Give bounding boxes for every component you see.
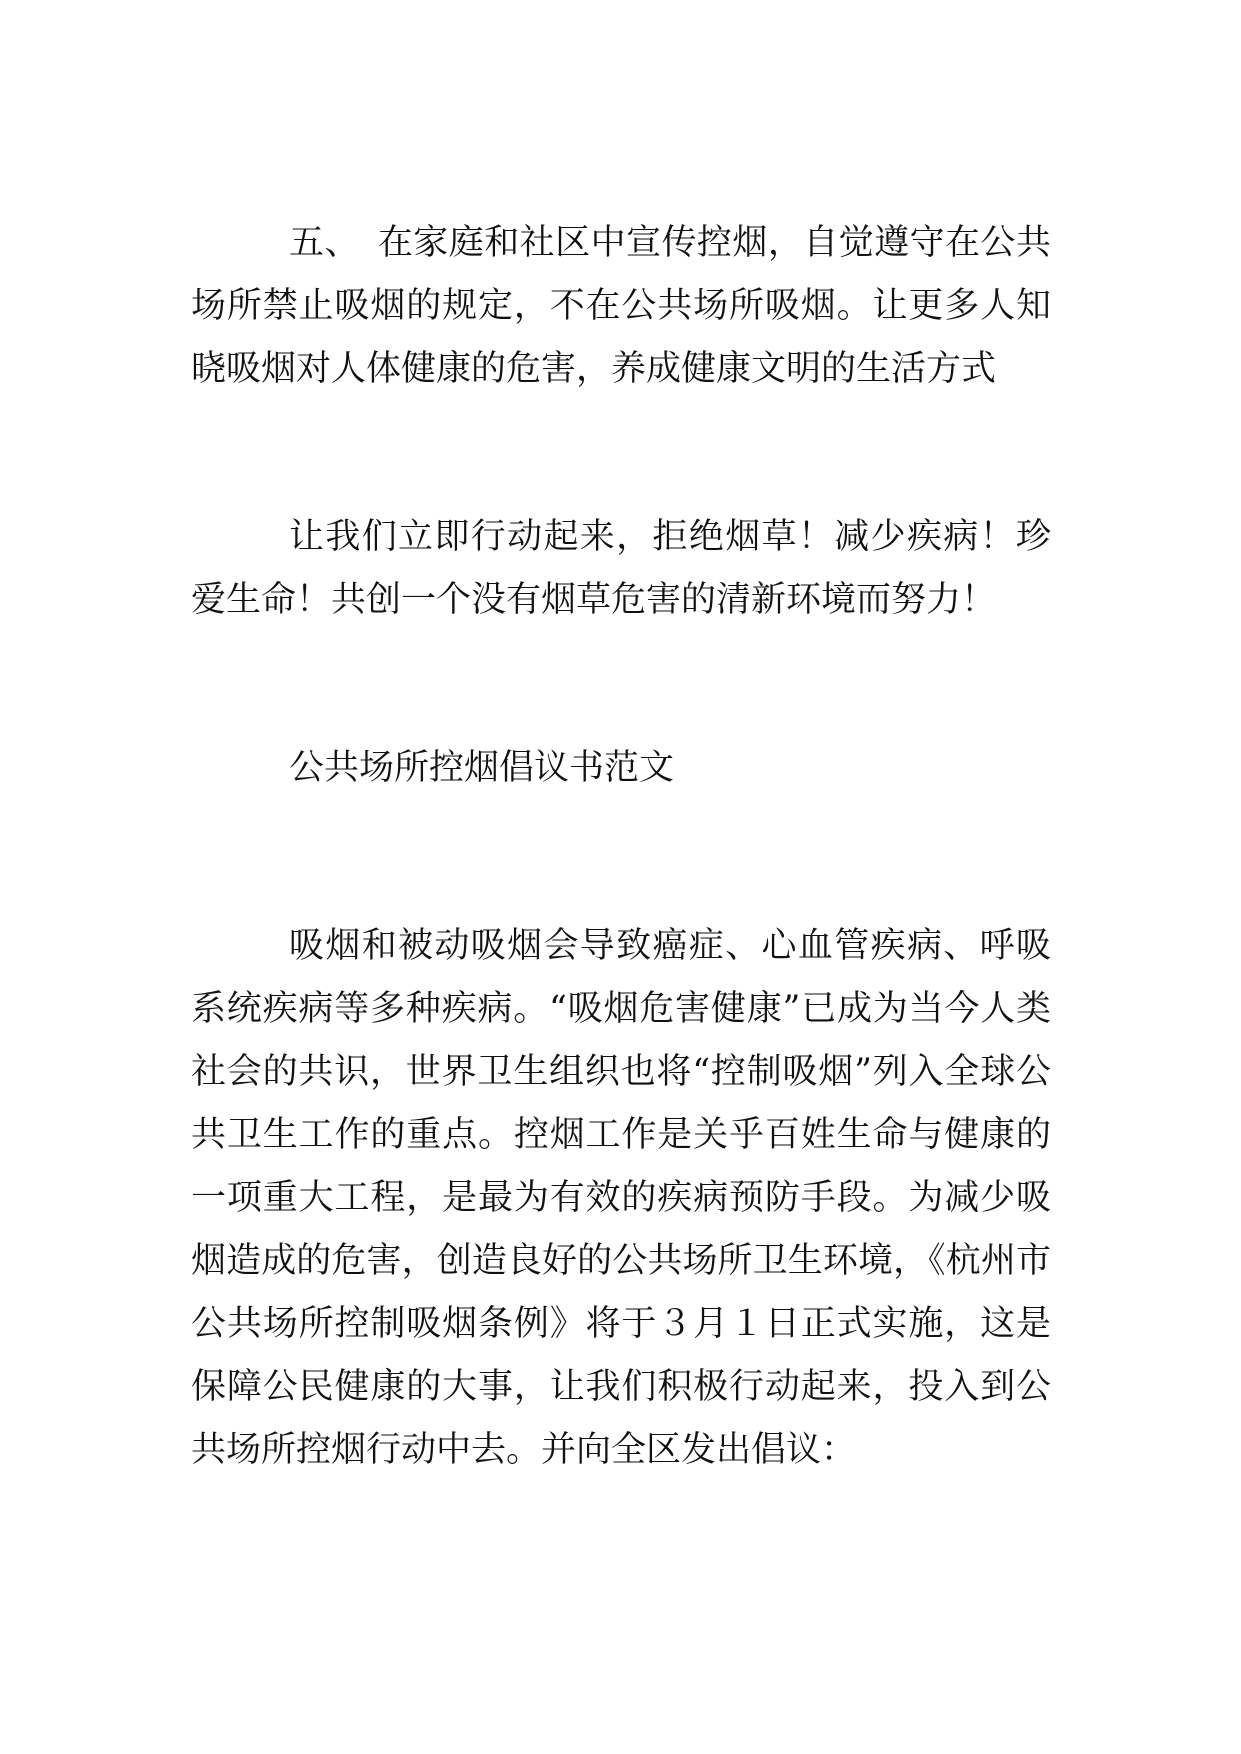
section-heading: 公共场所控烟倡议书范文 — [289, 748, 675, 788]
paragraph-item-five: 五、 在家庭和社区中宣传控烟，自觉遵守在公共场所禁止吸烟的规定，不在公共场所吸烟。让更多人知晓吸烟对人体健康的危害，养成健康文明的生活方式 — [191, 223, 1051, 389]
paragraph-intro: 吸烟和被动吸烟会导致癌症、心血管疾病、呼吸系统疾病等多种疾病。“吸烟危害健康”已成为当今人类社会的共识，世界卫生组织也将“控制吸烟”列入全球公共卫生工作的重点。控烟工作是关乎百姓生命与健康的一项重大工程，是最为有效的疾病预防手段。为减少吸烟造成的危害，创造良好的公共场所卫生环境，《杭州市公共场所控制吸烟条例》将于３月１日正式实施，这是保障公民健康的大事，让我们积极行动起来，投入到公共场所控烟行动中去。并向全区发出倡议： — [191, 926, 1051, 1470]
paragraph-call-to-action: 让我们立即行动起来，拒绝烟草！减少疾病！珍爱生命！共创一个没有烟草危害的清新环境而努力！ — [191, 517, 1051, 620]
